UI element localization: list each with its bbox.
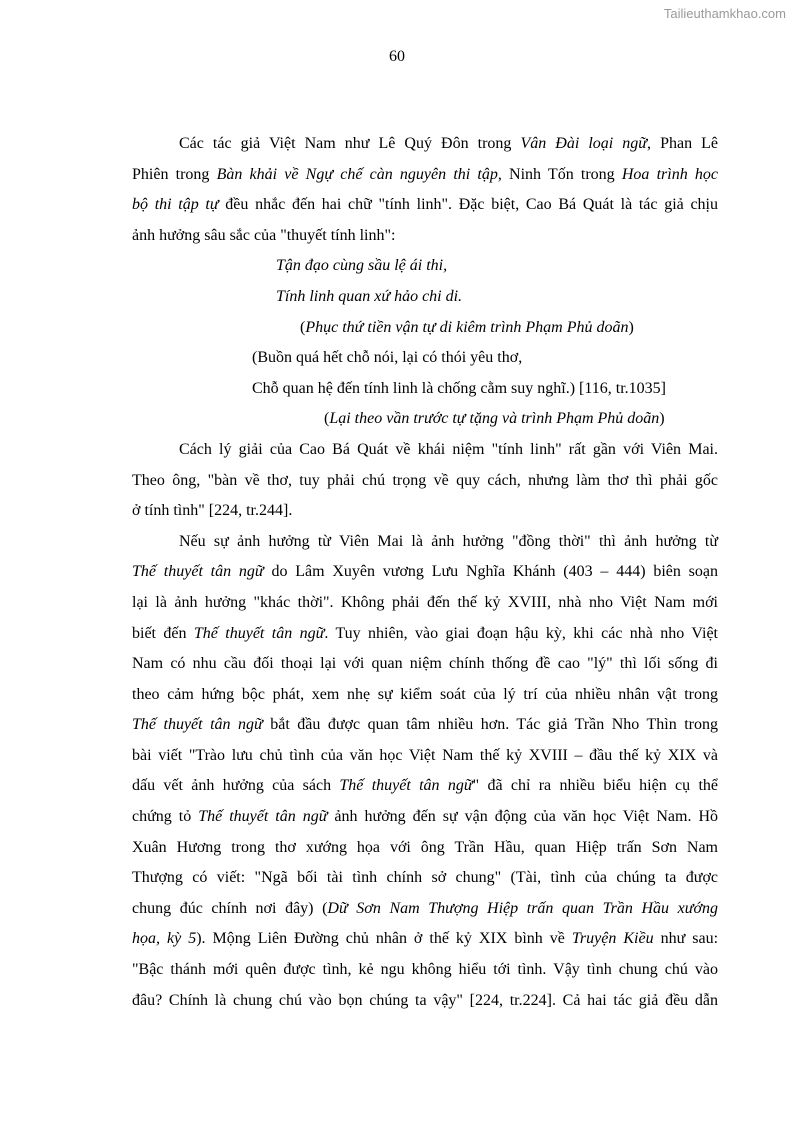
watermark: Tailieuthamkhao.com [663,6,786,21]
poem-source: (Phục thứ tiền vận tự di kiêm trình Phạm Phủ doãn) [300,318,634,336]
body-text [132,129,718,1016]
text-line: ảnh hưởng sâu sắc của "thuyết tính linh": [132,226,396,244]
text-line: ở tính tình" [224, tr.244]. [132,502,293,520]
text-line: Nếu sự ảnh hưởng từ Viên Mai là ảnh hưởng "đồng thời" thì ảnh hưởng từ [179,532,718,550]
text-line: Xuân Hương trong thơ xướng họa với ông Trần Hầu, quan Hiệp trấn Sơn Nam [132,838,718,856]
text-line: Cách lý giải của Cao Bá Quát về khái niệm "tính linh" rất gần với Viên Mai. [179,440,718,458]
text-line: Thượng có viết: "Ngã bối tài tình chính sở chung" (Tài, tình của chúng ta được [132,869,718,887]
text-line: "Bậc thánh mới quên được tình, kẻ ngu không hiểu tới tình. Vậy tình chung chú vào [132,961,718,979]
text-line: bộ thi tập tự đều nhắc đến hai chữ "tính linh". Đặc biệt, Cao Bá Quát là tác giả chịu [132,196,718,214]
text-line: bài viết "Trào lưu chủ tình của văn học Việt Nam thế kỷ XVIII – đầu thế kỷ XIX và [132,746,718,764]
text-line: Các tác giả Việt Nam như Lê Quý Đôn trong Vân Đài loại ngữ, Phan Lê [179,135,719,152]
text-line: biết đến Thế thuyết tân ngữ. Tuy nhiên, vào giai đoạn hậu kỳ, khi các nhà nho Việt [132,624,719,642]
text-line: đâu? Chính là chung chú vào bọn chúng ta vậy" [224, tr.224]. Cả hai tác giả đều dẫn [132,991,718,1009]
text-line: họa, kỳ 5). Mộng Liên Đường chủ nhân ở thế kỷ XIX bình về Truyện Kiều như sau: [132,930,719,948]
text-line: Nam có nhu cầu đối thoại lại với quan niệm chính thống đề cao "lý" thì lối sống đi [132,655,718,673]
text-line: theo cảm hứng bộc phát, xem nhẹ sự kiểm soát của lý trí của nhiều nhân vật trong [132,685,718,703]
poem-translation: (Buồn quá hết chỗ nói, lại có thói yêu thơ, [252,349,523,367]
text-line: Thế thuyết tân ngữ do Lâm Xuyên vương Lưu Nghĩa Khánh (403 – 444) biên soạn [132,563,719,581]
text-line: lại là ảnh hưởng "khác thời". Không phải đến thế kỷ XVIII, nhà nho Việt Nam mới [132,593,718,611]
text-line: Thế thuyết tân ngữ bắt đầu được quan tâm nhiều hơn. Tác giả Trần Nho Thìn trong [132,716,719,734]
poem-translation: Chỗ quan hệ đến tính linh là chống cằm suy nghĩ.) [116, tr.1035] [252,379,667,397]
text-line: dấu vết ảnh hưởng của sách Thế thuyết tân ngữ" đã chỉ ra nhiều biểu hiện cụ thể [132,777,718,795]
poem-translation-source: (Lại theo vần trước tự tặng và trình Phạm Phủ doãn) [324,410,665,428]
text-line: chứng tỏ Thế thuyết tân ngữ ảnh hưởng đến sự vận động của văn học Việt Nam. Hồ [132,808,719,826]
text-line: Theo ông, "bàn về thơ, tuy phải chú trọng về quy cách, nhưng làm thơ thì phải gốc [132,471,718,489]
text-line: Phiên trong Bàn khải về Ngự chế càn nguyên thi tập, Ninh Tốn trong Hoa trình học [132,165,718,183]
page-number: 60 [389,48,405,65]
text-line: chung đúc chính nơi đây) (Dữ Sơn Nam Thượng Hiệp trấn quan Trần Hầu xướng [132,899,718,917]
poem-line: Tính linh quan xứ hảo chi di. [276,287,463,305]
poem-line: Tận đạo cùng sầu lệ ái thi, [276,257,448,275]
